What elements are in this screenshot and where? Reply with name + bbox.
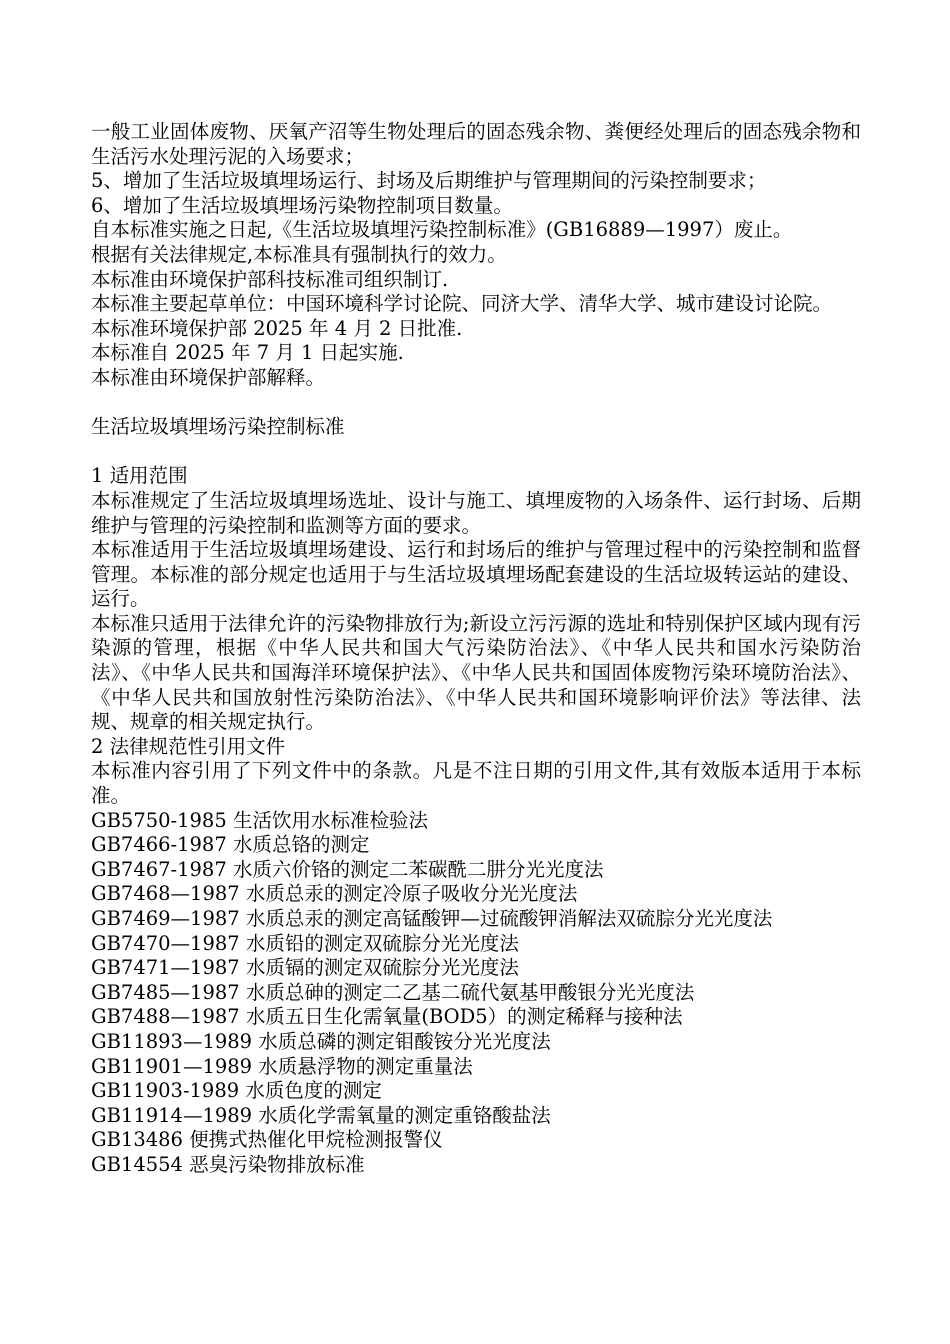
reference-list: [91, 809, 861, 1178]
reference-item: GB11901—1989 水质悬浮物的测定重量法: [91, 1054, 473, 1078]
preface-abolish-notice: 自本标准实施之日起,《生活垃圾填埋污染控制标准》(GB16889—1997）废止。: [91, 218, 793, 242]
section-1-para-2: 本标准适用于生活垃圾填埋场建设、运行和封场后的维护与管理过程中的污染控制和监督管理。本标准的部分规定也适用于与生活垃圾填埋场配套建设的生活垃圾转运站的建设、运行。: [91, 538, 861, 611]
preface-interpreted-by: 本标准由环境保护部解释。: [91, 365, 326, 389]
preface-effective: 本标准自 2025 年 7 月 1 日起实施.: [91, 341, 404, 365]
reference-item: GB7469—1987 水质总汞的测定高锰酸钾—过硫酸钾消解法双硫腙分光光度法: [91, 907, 773, 930]
reference-item: GB7471—1987 水质镉的测定双硫腙分光光度法: [91, 956, 519, 980]
reference-item: GB7470—1987 水质铅的测定双硫腙分光光度法: [91, 931, 519, 955]
reference-item: GB13486 便携式热催化甲烷检测报警仪: [91, 1128, 443, 1152]
preface-item-5: 5、增加了生活垃圾填埋场运行、封场及后期维护与管理期间的污染控制要求；: [91, 169, 767, 193]
reference-item: GB7485—1987 水质总砷的测定二乙基二硫代氨基甲酸银分光光度法: [91, 980, 695, 1004]
section-1-para-1: 本标准规定了生活垃圾填埋场选址、设计与施工、填埋废物的入场条件、运行封场、后期维护与管理的污染控制和监测等方面的要求。: [91, 488, 861, 537]
reference-item: GB11914—1989 水质化学需氧量的测定重铬酸盐法: [91, 1103, 551, 1127]
document-title: 生活垃圾填埋场污染控制标准: [91, 415, 345, 439]
document-page: [91, 120, 861, 1178]
blank-line: [91, 440, 861, 465]
section-1-heading: 1 适用范围: [91, 464, 188, 488]
reference-item: GB7466-1987 水质总铬的测定: [91, 833, 370, 857]
reference-item: GB11903-1989 水质色度的测定: [91, 1079, 382, 1103]
preface-mandatory-notice: 根据有关法律规定,本标准具有强制执行的效力。: [91, 242, 507, 266]
preface-organized-by: 本标准由环境保护部科技标准司组织制订.: [91, 267, 449, 291]
reference-item: GB7488—1987 水质五日生化需氧量(BOD5）的测定稀释与接种法: [91, 1005, 683, 1029]
reference-item: GB7467-1987 水质六价铬的测定二苯碳酰二肼分光光度法: [91, 857, 604, 881]
reference-item: GB14554 恶臭污染物排放标准: [91, 1152, 365, 1176]
blank-line: [91, 391, 861, 416]
reference-item: GB11893—1989 水质总磷的测定钼酸铵分光光度法: [91, 1029, 551, 1053]
preface-approved: 本标准环境保护部 2025 年 4 月 2 日批准.: [91, 316, 463, 340]
section-2-intro: 本标准内容引用了下列文件中的条款。凡是不注日期的引用文件,其有效版本适用于本标准。: [91, 759, 861, 808]
preface-para-continued: 一般工业固体废物、厌氧产沼等生物处理后的固态残余物、粪便经处理后的固态残余物和生活污水处理污泥的入场要求；: [91, 120, 861, 168]
section-1-para-3: 本标准只适用于法律允许的污染物排放行为;新设立污污源的选址和特别保护区域内现有污染源的管理，根据《中华人民共和国大气污染防治法》、《中华人民共和国水污染防治法》、《中华人民共和国海洋环境保护法》、《中华人民共和国固体废物污染环境防治法》、《中华人民共和国放射性污染防治法》、《中华人民共和国环境影响评价法》等法律、法规、规章的相关规定执行。: [91, 611, 861, 734]
preface-item-6: 6、增加了生活垃圾填埋场污染物控制项目数量。: [91, 193, 513, 217]
preface-drafters: 本标准主要起草单位：中国环境科学讨论院、同济大学、清华大学、城市建设讨论院。: [91, 292, 833, 316]
section-2-heading: 2 法律规范性引用文件: [91, 734, 286, 758]
reference-item: GB7468—1987 水质总汞的测定冷原子吸收分光光度法: [91, 882, 578, 906]
reference-item: GB5750-1985 生活饮用水标准检验法: [91, 808, 428, 832]
